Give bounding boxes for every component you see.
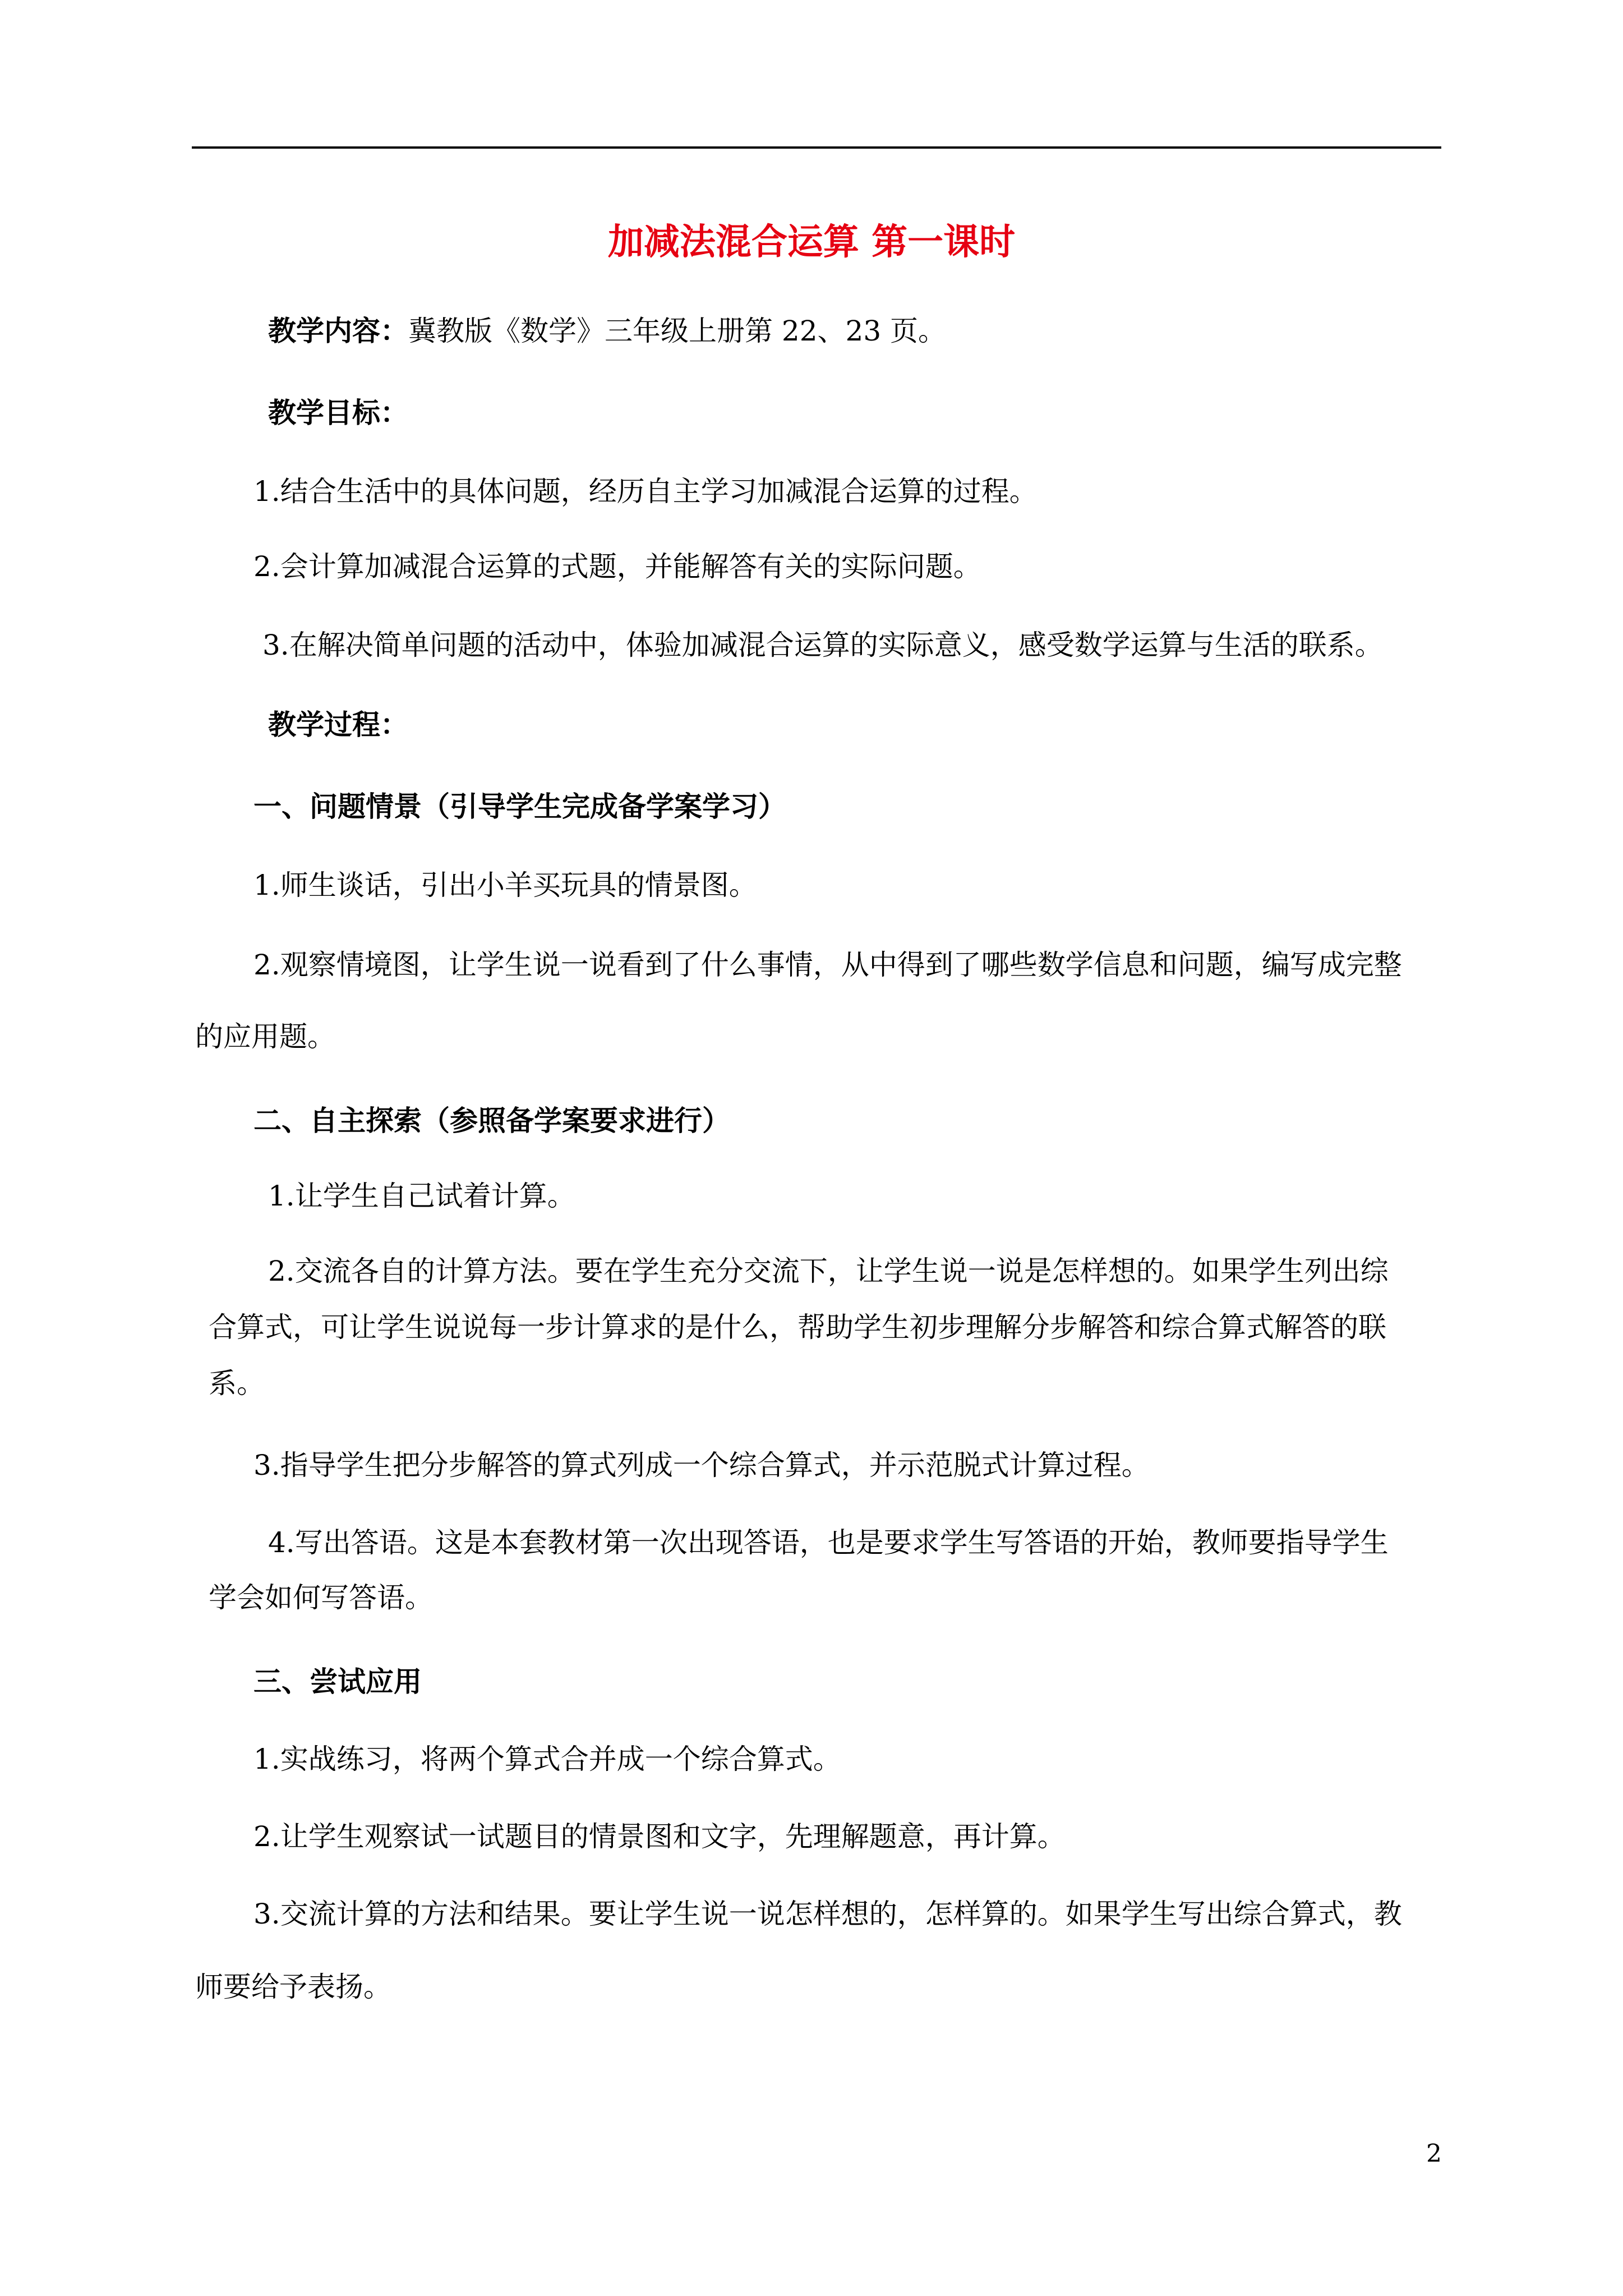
section1-heading: 一、问题情景（引导学生完成备学案学习） — [253, 790, 786, 823]
section3-item-3-line-1: 3.交流计算的方法和结果。要让学生说一说怎样想的，怎样算的。如果学生写出综合算式，教 — [253, 1898, 1402, 1930]
section1-item-2-line-1: 2.观察情境图，让学生说一说看到了什么事情，从中得到了哪些数学信息和问题，编写成完整 — [253, 949, 1402, 981]
objective-item-1: 1.结合生活中的具体问题，经历自主学习加减混合运算的过程。 — [253, 475, 1038, 508]
section2-item-3: 3.指导学生把分步解答的算式列成一个综合算式，并示范脱式计算过程。 — [253, 1449, 1150, 1481]
teaching-content-label: 教学内容： — [268, 315, 408, 347]
section3-heading: 三、尝试应用 — [253, 1665, 422, 1698]
teaching-content-text: 冀教版《数学》三年级上册第 22、23 页。 — [408, 315, 947, 347]
process-heading: 教学过程： — [268, 708, 408, 741]
section3-item-1: 1.实战练习，将两个算式合并成一个综合算式。 — [253, 1743, 841, 1775]
section1-item-2-line-2: 的应用题。 — [195, 1020, 335, 1053]
section2-item-2-line-3: 系。 — [209, 1367, 265, 1400]
section2-item-4-line-1: 4.写出答语。这是本套教材第一次出现答语，也是要求学生写答语的开始，教师要指导学生 — [268, 1526, 1389, 1559]
page-number: 2 — [1426, 2139, 1442, 2168]
section2-item-2-line-1: 2.交流各自的计算方法。要在学生充分交流下，让学生说一说是怎样想的。如果学生列出综 — [268, 1255, 1389, 1287]
objective-item-3: 3.在解决简单问题的活动中，体验加减混合运算的实际意义，感受数学运算与生活的联系。 — [262, 629, 1383, 661]
section2-item-4-line-2: 学会如何写答语。 — [209, 1581, 433, 1614]
document-title: 加减法混合运算 第一课时 — [607, 222, 1016, 263]
section2-item-1: 1.让学生自己试着计算。 — [268, 1180, 575, 1212]
section2-heading: 二、自主探索（参照备学案要求进行） — [253, 1105, 730, 1137]
objectives-heading: 教学目标： — [268, 397, 408, 429]
section3-item-2: 2.让学生观察试一试题目的情景图和文字，先理解题意，再计算。 — [253, 1820, 1066, 1853]
section3-item-3-line-2: 师要给予表扬。 — [195, 1971, 391, 2003]
section2-item-2-line-2: 合算式，可让学生说说每一步计算求的是什么，帮助学生初步理解分步解答和综合算式解答的联 — [209, 1311, 1386, 1343]
teaching-content-line — [268, 314, 946, 348]
header-rule — [192, 146, 1441, 149]
section1-item-1: 1.师生谈话，引出小羊买玩具的情景图。 — [253, 869, 757, 901]
objective-item-2: 2.会计算加减混合运算的式题，并能解答有关的实际问题。 — [253, 550, 981, 583]
